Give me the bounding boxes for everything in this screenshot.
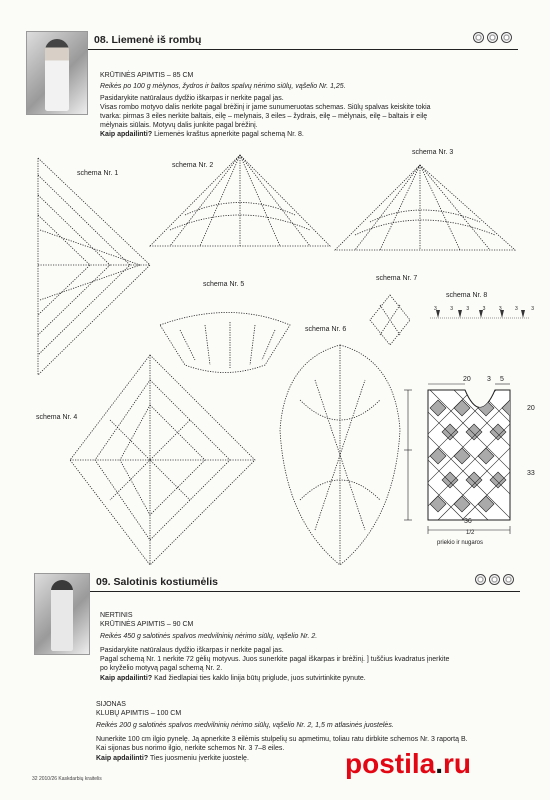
dimension-label: 1/2 [466, 530, 475, 536]
dimension-label: 20 [463, 376, 471, 383]
dimension-label: 33 [527, 470, 535, 477]
section-title: 09. Salotinis kostiumėlis [96, 576, 218, 588]
dimension-label: 3 [487, 376, 491, 383]
schema-7-label: schema Nr. 7 [376, 275, 418, 282]
difficulty-icon [503, 574, 514, 585]
part-title: SIJONAS [96, 701, 126, 708]
schema-1-diagram [38, 158, 150, 375]
materials-text: Reikės 200 g salotinės spalvos medvilninių nėrimo siūlų, vąšelio Nr. 2, 1,5 m atlasinės juostelės. [96, 722, 394, 729]
finish-label: Kaip apdailinti? [100, 131, 153, 138]
materials-text: Reikės 450 g salotinės spalvos medvilninių nėrimo siūlų, vąšelio Nr. 2. [100, 633, 318, 640]
watermark [345, 748, 471, 780]
section-title: 08. Liemenė iš rombų [94, 34, 202, 46]
schema-8-number: 3 [450, 306, 453, 312]
instructions-line: Visas rombo motyvo dalis nerkite pagal brėžinį ir jame sunumeruotas schemas. Siūlų spalvas keiskite tokia [100, 104, 431, 111]
finish-line [100, 674, 366, 683]
schema-1-label: schema Nr. 1 [77, 170, 119, 177]
instructions-line: Nunerkite 100 cm ilgio pynelę. Ją apnerkite 3 eilėmis stulpelių su apmetimu, toliau ratu dirbkite schemos Nr. 3 raportą B. [96, 736, 468, 743]
instructions-line: mėlynais siūlais. Motyvų dalis junkite pagal brėžinį. [100, 122, 258, 129]
finish-label: Kaip apdailinti? [100, 675, 153, 682]
schema-8-label: schema Nr. 8 [446, 292, 488, 299]
dimension-label: 20 [527, 405, 535, 412]
schema-3-label: schema Nr. 3 [412, 149, 454, 156]
dimension-label: 36 [464, 518, 472, 525]
size-line: KRŪTINĖS APIMTIS – 85 CM [100, 72, 194, 79]
finish-label: Kaip apdailinti? [96, 755, 149, 762]
dimension-label: 5 [500, 376, 504, 383]
size-line: KRŪTINĖS APIMTIS – 90 CM [100, 621, 194, 628]
finish-line [96, 754, 249, 763]
schema-8-number: 3 [531, 306, 534, 312]
model-photo-suit [34, 573, 90, 655]
part-title: NERTINIS [100, 612, 133, 619]
schema-3-diagram [335, 165, 515, 250]
schema-8-number: 3 [434, 306, 437, 312]
instructions-line: Pasidarykite natūralaus dydžio iškarpas ir nerkite pagal jas. [100, 647, 284, 654]
schema-8-numbers [434, 306, 534, 312]
schema-5-diagram [160, 313, 290, 373]
schema-8-number: 3 [515, 306, 518, 312]
pattern-caption: priekio ir nugaros [437, 540, 484, 546]
schema-5-label: schema Nr. 5 [203, 281, 245, 288]
schema-6-label: schema Nr. 6 [305, 326, 347, 333]
schema-4-label: schema Nr. 4 [36, 414, 78, 421]
schema-2-label: schema Nr. 2 [172, 162, 214, 169]
materials-text: Reikės po 100 g mėlynos, žydros ir baltos spalvų nėrimo siūlų, vąšelio Nr. 1,25. [100, 83, 346, 90]
page-footer: 32 2010/26 Kaskdarbių kraitelis [32, 776, 102, 782]
watermark-tld: ru [443, 748, 472, 779]
section-header-09 [90, 573, 520, 592]
size-line: KLUBŲ APIMTIS – 100 CM [96, 710, 182, 717]
schema-8-number: 3 [498, 306, 502, 312]
instructions-line: Pasidarykite natūralaus dydžio iškarpas ir nerkite pagal jas. [100, 95, 284, 102]
schema-8-number: 3 [466, 306, 470, 312]
finish-text: Kad žiedlapiai ties kaklo linija būtų priglude, juos sutvirtinkite pynute. [152, 675, 366, 682]
watermark-dot: . [435, 748, 444, 779]
instructions-line: Kai sijonas bus norimo ilgio, nerkite schemos Nr. 3 7–8 eiles. [96, 745, 285, 752]
watermark-name: postila [345, 748, 436, 779]
instructions-line: po kryželio motyvą pagal schemą Nr. 2. [100, 665, 223, 672]
difficulty-icon [475, 574, 486, 585]
difficulty-icon [489, 574, 500, 585]
schema-8-number: 3 [482, 306, 486, 312]
finish-text: Ties juosmeniu įverkite juostelę. [148, 755, 249, 762]
instructions-line: Pagal schemą Nr. 1 nerkite 72 gėlių motyvus. Juos sunerkite pagal iškarpas ir brėžinį. ] tuščius kvadratus įnerkite [100, 656, 450, 663]
garment-pattern [404, 332, 530, 586]
instructions-line: tvarka: pirmas 3 eiles nerkite baltais, eilę – melynais, 3 eiles – žydrais, eilę – mėlynais, eilę – baltais ir eilę [100, 113, 428, 120]
difficulty-icons [475, 574, 514, 585]
finish-text: Liemenės kraštus apnerkite pagal schemą Nr. 8. [152, 131, 304, 138]
